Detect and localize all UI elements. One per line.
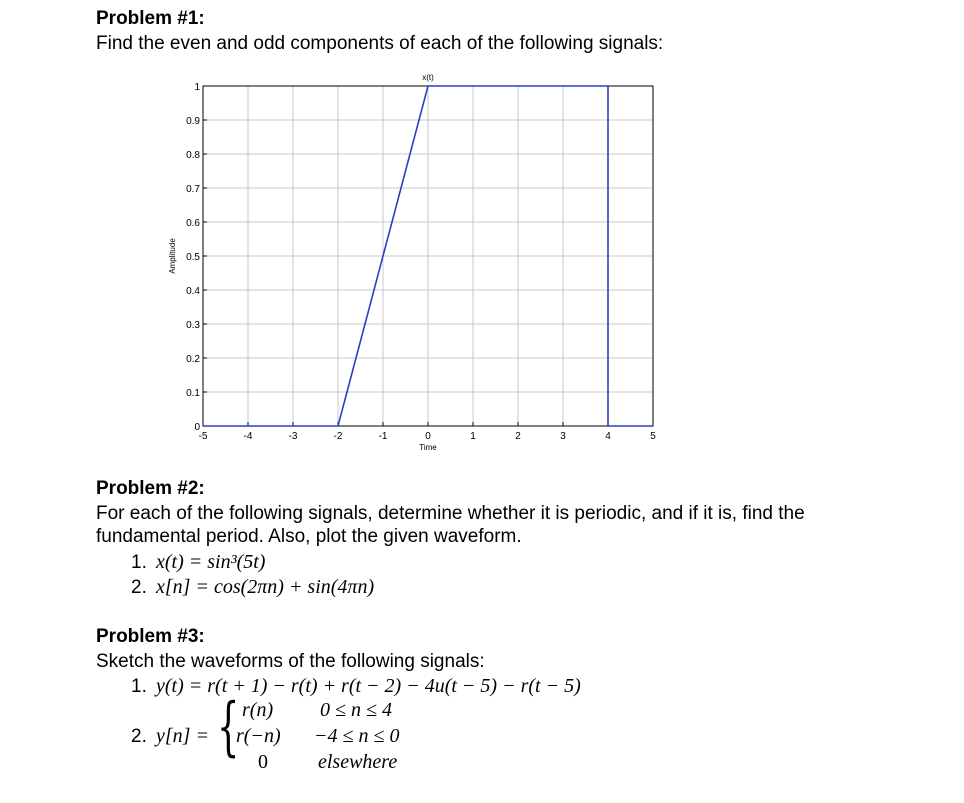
- x-tick-label: 3: [560, 431, 566, 442]
- chart-xlabel: Time: [419, 443, 437, 452]
- problem3-item2-number: 2.: [131, 726, 147, 747]
- problem2-item2-number: 2.: [131, 577, 147, 598]
- case2-value: r(−n): [236, 725, 281, 747]
- x-tick-label: 4: [605, 431, 611, 442]
- problem2-line1: For each of the following signals, determine whether it is periodic, and if it is, find the: [96, 503, 805, 524]
- y-tick-label: 0.3: [186, 320, 200, 331]
- y-tick-label: 1: [194, 82, 200, 93]
- x-tick-label: 5: [650, 431, 656, 442]
- problem2-item1-expression: x(t) = sin³(5t): [156, 551, 266, 573]
- x-tick-label: -5: [198, 431, 208, 442]
- y-tick-label: 0.5: [186, 252, 200, 263]
- chart-title: x(t): [422, 73, 434, 82]
- x-tick-label: -2: [333, 431, 343, 442]
- y-tick-label: 0.8: [186, 150, 200, 161]
- case3-value: 0: [258, 751, 268, 773]
- y-tick-label: 0.6: [186, 218, 200, 229]
- case3-condition: elsewhere: [318, 751, 398, 773]
- chart-grid: [203, 86, 653, 426]
- x-tick-label: -4: [243, 431, 253, 442]
- chart-ticks: [186, 82, 656, 442]
- problem3-title: Problem #3:: [96, 626, 205, 647]
- x-tick-label: 0: [425, 431, 431, 442]
- problem3-text: Sketch the waveforms of the following signals:: [96, 651, 485, 672]
- problem1-title: Problem #1:: [96, 8, 205, 29]
- y-tick-label: 0.1: [186, 388, 200, 399]
- x-tick-label: -1: [378, 431, 388, 442]
- x-tick-label: 2: [515, 431, 521, 442]
- y-tick-label: 0.2: [186, 354, 200, 365]
- case1-value: r(n): [242, 699, 274, 721]
- chart-ylabel: Amplitude: [168, 238, 177, 274]
- piecewise-brace: {: [217, 690, 240, 764]
- problem2-item1-number: 1.: [131, 552, 147, 573]
- problem2-item2-expression: x[n] = cos(2πn) + sin(4πn): [156, 576, 375, 598]
- x-tick-label: 1: [470, 431, 476, 442]
- case2-condition: −4 ≤ n ≤ 0: [314, 725, 400, 747]
- signal-chart: [150, 70, 670, 470]
- y-tick-label: 0.7: [186, 184, 200, 195]
- problem1-text: Find the even and odd components of each of the following signals:: [96, 33, 664, 54]
- x-tick-label: -3: [288, 431, 298, 442]
- problem3-item1-expression: y(t) = r(t + 1) − r(t) + r(t − 2) − 4u(t − 5) − r(t − 5): [156, 675, 581, 697]
- problem2-line2: fundamental period. Also, plot the given waveform.: [96, 526, 522, 547]
- problem3-item1-number: 1.: [131, 676, 147, 697]
- y-tick-label: 0.9: [186, 116, 200, 127]
- y-tick-label: 0.4: [186, 286, 200, 297]
- case1-condition: 0 ≤ n ≤ 4: [320, 699, 392, 721]
- y-tick-label: 0: [194, 422, 200, 433]
- problem2-title: Problem #2:: [96, 478, 205, 499]
- problem3-item2-lhs: y[n] =: [156, 725, 209, 747]
